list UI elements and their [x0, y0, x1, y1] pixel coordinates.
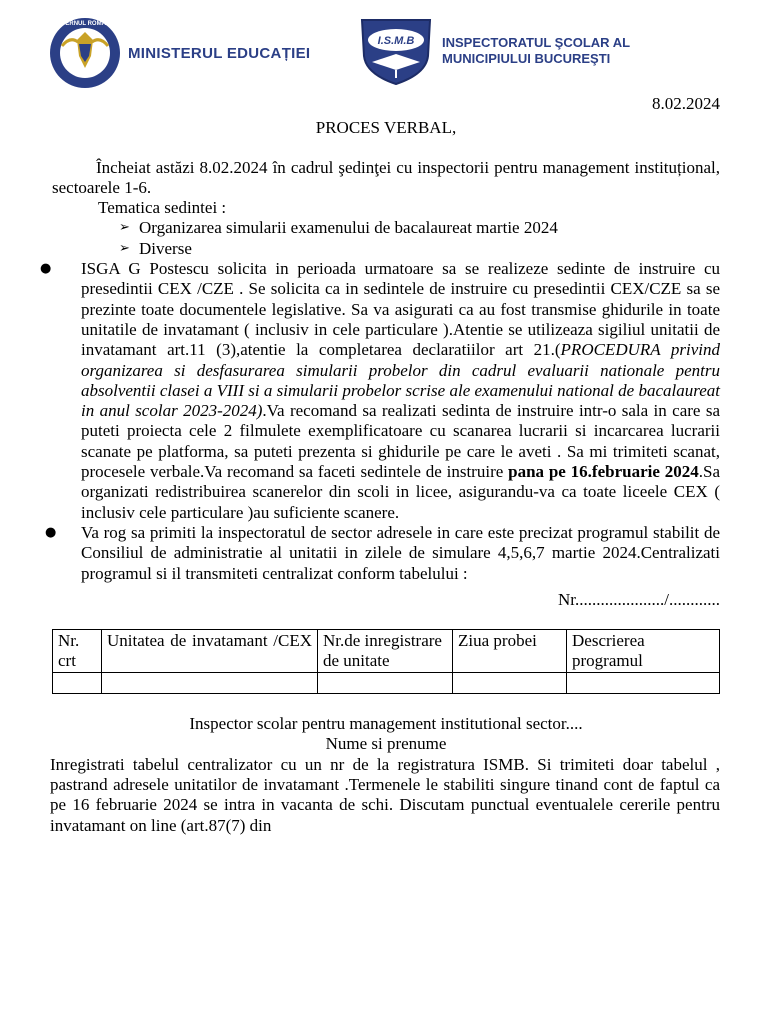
signature-name: Nume si prenume: [325, 734, 447, 754]
bullet-paragraph-1: [40, 259, 720, 523]
ministry-logo: [48, 16, 310, 90]
table-cell: [53, 673, 102, 694]
final-paragraph: Inregistrati tabelul centralizator cu un nr de la registratura ISMB. Si trimiteti doar tabelul , pastrand adresele unitatilor de invatamant .Termenele le stabiliti singure tinand cont de faptul ca pe 16 februarie 2024 se intra in vacanta de schi. Discutam punctual eventualele cererile pentru invatamant on line (art.87(7) din: [50, 754, 720, 835]
bullet-paragraph-2: [45, 522, 720, 584]
ismb-name-line1: INSPECTORATUL ŞCOLAR AL: [442, 35, 631, 50]
table-header-cell: Ziua probei: [453, 630, 567, 673]
table-header-cell: Nr. crt: [53, 630, 102, 673]
bullet1-text-part1: ISGA G Postescu solicita in perioada urmatoare sa se realizeze sedinte de instruire cu presedintii CEX /CZE . Se solicita ca in sedintele de instruire cu presedintii CEX/CZE sa se prezinte toate documentele legislative. Sa va asigurati ca au fost transmise ghidurile in toate unitatile de invatamant ( inclusiv in cele particulare ).Atentie se utilizeaza sigiliul unitatii de invatamant art.11 (3),atentie la completarea declaratiilor art 21.(: [81, 259, 720, 360]
emblem-text: GUVERNUL ROMÂNIEI: [52, 21, 118, 27]
government-emblem-icon: [48, 16, 122, 90]
registration-number-line: Nr...................../............: [558, 589, 720, 609]
table-cell: [453, 673, 567, 694]
bullet2-text: Va rog sa primiti la inspectoratul de sector adresele in care este precizat programul stabilit de Consiliul de administratie al unitatii in zilele de simulare 4,5,6,7 martie 2024.Centralizati programul si il transmiteti centralizat conform tabelului :: [81, 522, 720, 583]
bullet-dot-icon: ●: [45, 524, 57, 540]
signature-title: Inspector scolar pentru management institutional sector....: [189, 714, 583, 734]
theme-label: Tematica sedintei :: [98, 198, 227, 218]
bullet-dot-icon: ●: [40, 261, 52, 277]
bullet1-text-part2: .Va recomand sa realizati sedinta de instruire intr-o sala in care sa puteti proiecta cele 2 filmulete exemplificatoare cu scanarea lucrarii si incarcarea lucrarii scanate pe platforma, sa puteti prezenta si ghidurile pe care le aveti . Sa mi trimiteti scanat, procesele verbale.Va recomand sa faceti sedintele de instruire: [81, 401, 720, 482]
arrow-bullet-icon: ➢: [119, 220, 130, 236]
table-cell: [567, 673, 720, 694]
ismb-name-line2: MUNICIPIULUI BUCUREŞTI: [442, 51, 611, 66]
arrow-bullet-icon: ➢: [119, 240, 130, 256]
ismb-shield-icon: [356, 16, 436, 86]
document-title: PROCES VERBAL,: [315, 118, 457, 138]
intro-paragraph: Încheiat astăzi 8.02.2024 în cadrul şedinţei cu inspectorii pentru management instituțional, sectoarele 1-6.: [52, 157, 720, 197]
bullet1-procedure-italic: PROCEDURA privind organizarea si desfasurarea simularii probelor din cadrul evaluarii nationale pentru absolventii clasei a VIII si a simularii probelor scrise ale examenului national de bacalaureat in anul scolar 2023-2024): [81, 340, 720, 421]
ministry-name: MINISTERUL EDUCAȚIEI: [128, 44, 311, 62]
shield-text: I.S.M.B: [377, 35, 415, 47]
table-header-cell: [102, 630, 318, 673]
theme-item: [119, 218, 720, 238]
table-cell: [102, 673, 318, 694]
table-cell: [318, 673, 453, 694]
document-body: [40, 94, 720, 836]
bullet1-text-part3: .Sa organizati redistribuirea scanerelor din scoli in licee, asigurandu-va ca toate liceele CEX ( inclusiv cele particulare )au suficiente scanere.: [81, 462, 720, 522]
table-header-row: [53, 630, 720, 673]
theme-item: [119, 239, 720, 259]
table-header-cell: Nr.de inregistrare de unitate: [318, 630, 453, 673]
theme-item-text: Organizarea simularii examenului de bacalaureat martie 2024: [139, 218, 558, 238]
ismb-name: [442, 35, 630, 67]
table-row: [53, 673, 720, 694]
document-date: 8.02.2024: [652, 94, 720, 113]
ismb-logo: [356, 16, 630, 86]
table-header-text: Unitatea de invatamant /CEX: [107, 631, 312, 651]
bullet1-deadline-bold: pana pe 16.februarie 2024: [508, 462, 699, 482]
schedule-table: [52, 629, 720, 694]
table-header-cell: Descrierea programul: [567, 630, 720, 673]
document-header: [0, 14, 768, 94]
theme-item-text: Diverse: [139, 238, 192, 258]
